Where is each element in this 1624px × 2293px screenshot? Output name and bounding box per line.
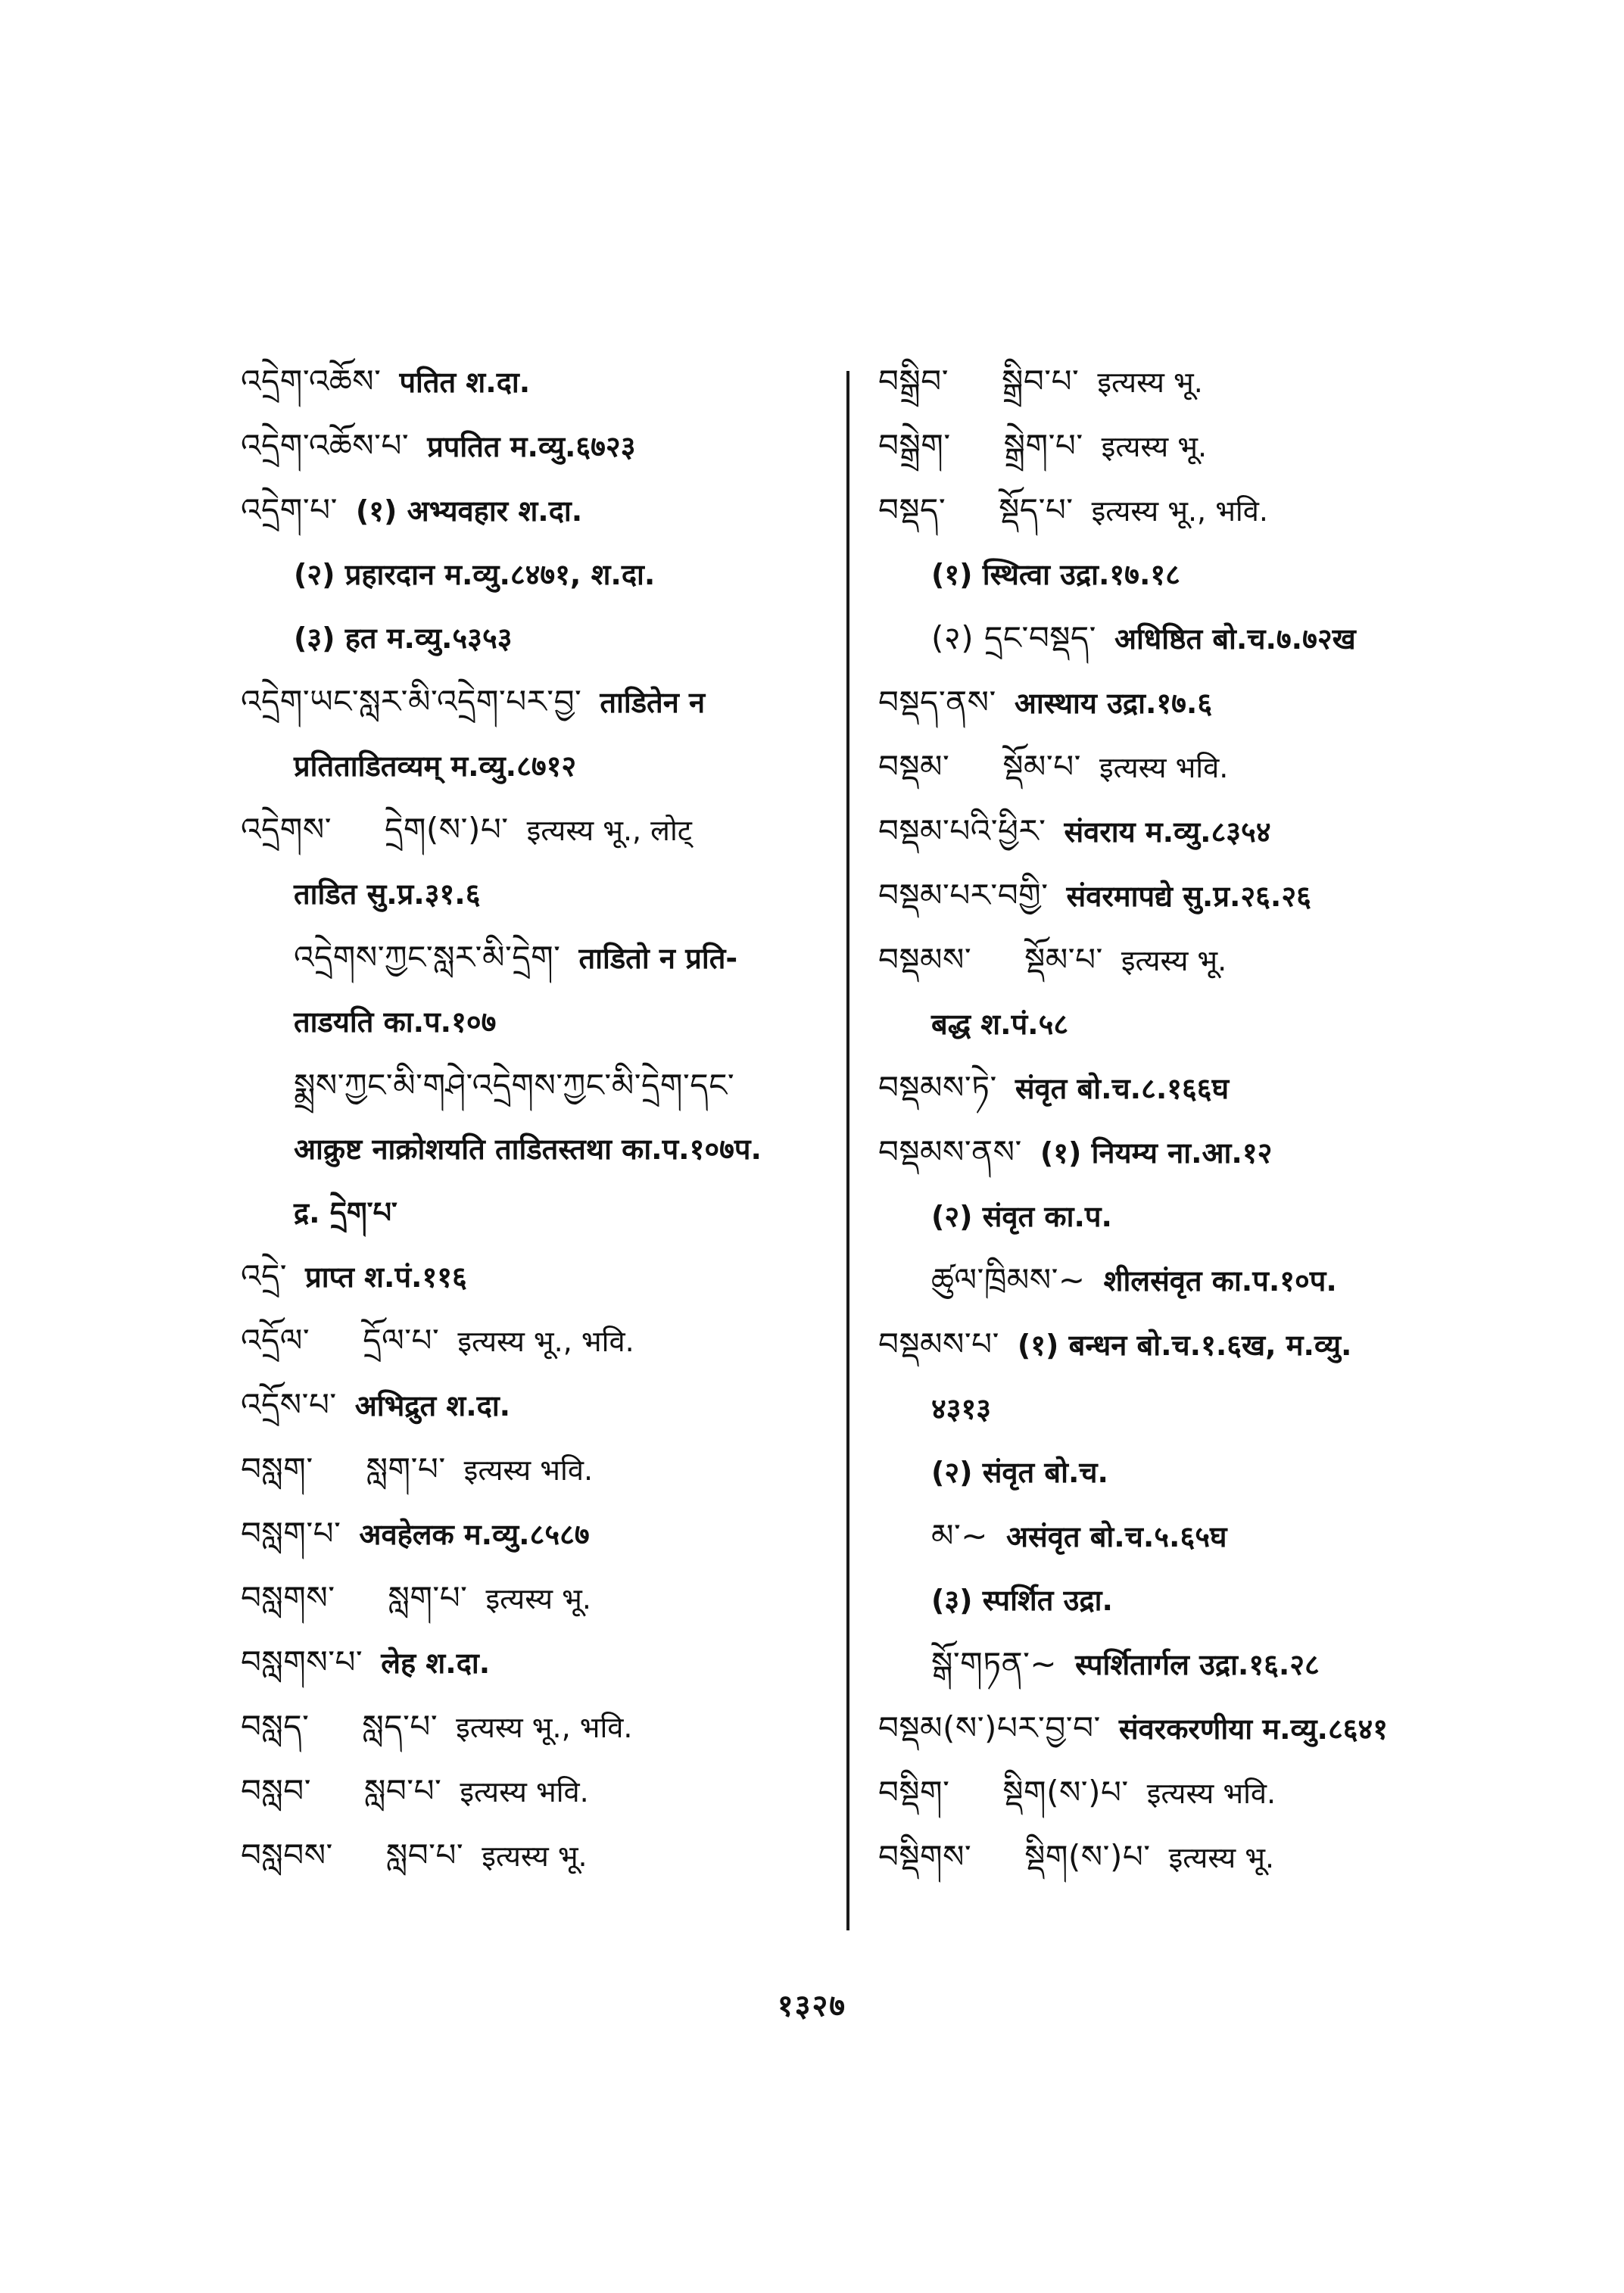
dictionary-entry xyxy=(294,874,839,914)
sanskrit-gloss: इत्यस्य भू. xyxy=(1097,366,1203,399)
tibetan-headword: བསླབ་ xyxy=(241,1772,312,1809)
sanskrit-gloss: इत्यस्य भवि. xyxy=(1146,1777,1276,1810)
dictionary-entry xyxy=(241,426,839,466)
tibetan-headword: བསྒྲེག་ xyxy=(878,427,951,464)
sanskrit-gloss: आस्थाय उद्रा.१७.६ xyxy=(1014,687,1213,720)
sanskrit-gloss: इत्यस्य भवि. xyxy=(1099,751,1229,784)
tibetan-headword: བསྡམ་ xyxy=(878,748,950,785)
tibetan-headword: འདྲེག་འཆོས་པ་ xyxy=(241,427,410,464)
dictionary-entry xyxy=(878,812,1514,852)
sanskrit-gloss: द्र. དྲེག་པ་ xyxy=(294,1196,397,1229)
tibetan-headword: འདྲེག་པ་ xyxy=(241,491,338,528)
tibetan-headword: སྨྲས་ཀྱང་མི་གཤེ་འདྲེགས་ཀྱང་མི་དྲེག་དང་ xyxy=(294,1067,735,1104)
tibetan-root-form: སླག་པ་ xyxy=(388,1579,468,1616)
dictionary-entry xyxy=(878,1773,1514,1813)
tibetan-headword: འདྲེག་ཡང་སླར་མི་འདྲེག་པར་བྱ་ xyxy=(241,683,582,720)
right-column xyxy=(878,362,1514,1902)
tibetan-headword: བསླག་པ་ xyxy=(241,1515,341,1552)
dictionary-entry xyxy=(241,1450,839,1490)
tibetan-headword: བསླགས་ xyxy=(241,1579,335,1616)
dictionary-entry xyxy=(241,810,839,850)
tibetan-headword: བསླག་ xyxy=(241,1450,313,1488)
dictionary-entry xyxy=(878,1325,1514,1365)
dictionary-entry xyxy=(294,1002,839,1042)
sanskrit-gloss: संवराय म.व्यु.८३५४ xyxy=(1064,815,1271,849)
column-divider xyxy=(846,371,849,1930)
sanskrit-gloss: स्पर्शितार्गल उद्रा.१६.२८ xyxy=(1075,1648,1320,1681)
sanskrit-gloss: (१) अभ्यवहार श.दा. xyxy=(355,494,583,528)
dictionary-entry xyxy=(241,491,839,531)
sanskrit-gloss: इत्यस्य भू. xyxy=(485,1582,591,1615)
tibetan-root-form: སྡིག(ས་)པ་ xyxy=(1002,1774,1129,1811)
sanskrit-gloss: ताडितेन न xyxy=(600,686,706,719)
dictionary-entry xyxy=(241,1643,839,1683)
tibetan-headword: བསྡད་ xyxy=(878,491,946,528)
sanskrit-gloss: बद्ध श.पं.५८ xyxy=(931,1008,1069,1041)
tibetan-root-form: སྡོམ་པ་ xyxy=(1024,941,1103,978)
dictionary-entry xyxy=(931,618,1514,659)
sanskrit-gloss: इत्यस्य भू., भवि. xyxy=(456,1711,633,1744)
sanskrit-gloss: पतित श.दा. xyxy=(399,366,531,399)
dictionary-entry xyxy=(878,426,1514,466)
dictionary-entry xyxy=(294,746,839,786)
dictionary-entry xyxy=(878,876,1514,916)
tibetan-headword: བསྒྲིབ་ xyxy=(878,363,949,400)
tibetan-headword: བསྡིག་ xyxy=(878,1774,950,1811)
dictionary-entry xyxy=(241,1321,839,1361)
sanskrit-gloss: ताडितो न प्रति- xyxy=(578,942,738,975)
tibetan-root-form: སླག་པ་ xyxy=(366,1450,446,1488)
tibetan-headword: འདྲེགས་ xyxy=(241,811,332,848)
tibetan-headword: འདྲེ་ xyxy=(241,1257,288,1294)
sanskrit-gloss: अभिद्रुत श.दा. xyxy=(354,1389,511,1422)
tibetan-root-form: སླབ་པ་ xyxy=(364,1772,442,1809)
sanskrit-gloss: इत्यस्य भू., भवि. xyxy=(1091,494,1268,528)
tibetan-headword: བསླད་ xyxy=(241,1708,310,1745)
dictionary-entry xyxy=(931,555,1514,594)
sanskrit-gloss: आक्रुष्ट नाक्रोशयति ताडितस्तथा का.प.१०७प. xyxy=(294,1132,762,1166)
tibetan-root-form: སྡིག(ས་)པ་ xyxy=(1024,1838,1151,1875)
dictionary-entry xyxy=(878,362,1514,402)
dictionary-entry xyxy=(294,1193,839,1232)
page-number: १३२७ xyxy=(777,1989,847,2024)
tibetan-root-form: སྡོམ་པ་ xyxy=(1002,748,1081,785)
dictionary-entry xyxy=(878,491,1514,531)
dictionary-entry xyxy=(931,1453,1514,1492)
dictionary-entry xyxy=(878,1709,1514,1749)
dictionary-entry xyxy=(294,938,839,978)
tibetan-headword: བསླབས་ xyxy=(241,1837,333,1874)
tibetan-root-form: སྒྲིབ་པ་ xyxy=(1002,363,1080,400)
tibetan-headword: བསྡམས་ xyxy=(878,941,972,978)
sanskrit-gloss: लेह श.दा. xyxy=(381,1647,491,1680)
sanskrit-gloss: इत्यस्य भू. xyxy=(1101,430,1208,463)
sanskrit-gloss: इत्यस्य भू., भवि. xyxy=(457,1325,634,1358)
tibetan-headword: བསྡམས་པ་ xyxy=(878,1326,999,1363)
sanskrit-gloss: प्रतिताडितव्यम् म.व्यु.८७१२ xyxy=(294,749,577,783)
sanskrit-gloss: प्रपतित म.व्यु.६७२३ xyxy=(427,430,636,463)
tibetan-headword: བསྡད་ནས་ xyxy=(878,684,996,721)
sanskrit-gloss: ताडयति का.प.१०७ xyxy=(294,1005,497,1039)
tibetan-headword: བསྡིགས་ xyxy=(878,1838,972,1875)
dictionary-entry xyxy=(931,1644,1514,1684)
tibetan-root-form: དྲེག(ས་)པ་ xyxy=(385,811,509,848)
left-column xyxy=(241,362,839,1900)
sanskrit-gloss: इत्यस्य भू., लोट् xyxy=(526,814,692,847)
sanskrit-gloss: इत्यस्य भू. xyxy=(482,1840,588,1873)
sanskrit-gloss: अधिष्ठित बो.च.७.७२ख xyxy=(1114,622,1356,656)
tibetan-headword: བསྡམ་པར་བགྱི་ xyxy=(878,877,1049,914)
dictionary-entry xyxy=(931,1516,1514,1556)
tibetan-headword: མ་~ xyxy=(931,1517,988,1554)
dictionary-entry xyxy=(241,1707,839,1747)
dictionary-entry xyxy=(241,362,839,402)
sanskrit-gloss: इत्यस्य भू. xyxy=(1121,944,1227,977)
tibetan-headword: བསྡམ(ས་)པར་བྱ་བ་ xyxy=(878,1709,1101,1746)
dictionary-entry xyxy=(241,1578,839,1618)
tibetan-headword: འདྲོལ་ xyxy=(241,1322,310,1359)
tibetan-headword: འདྲེག་འཆོས་ xyxy=(241,363,382,400)
dictionary-entry xyxy=(931,1005,1514,1044)
dictionary-entry xyxy=(931,1197,1514,1236)
dictionary-entry xyxy=(294,1066,839,1105)
tibetan-root-form: སླད་པ་ xyxy=(362,1708,438,1745)
sanskrit-gloss: (१) नियम्य ना.आ.१२ xyxy=(1040,1136,1273,1170)
sanskrit-gloss: (२) प्रहारदान म.व्यु.८४७१, श.दा. xyxy=(294,558,656,591)
tibetan-root-form: སྒྲེག་པ་ xyxy=(1003,427,1083,464)
sanskrit-gloss: अवहेलक म.व्यु.८५८७ xyxy=(359,1518,590,1551)
dictionary-entry xyxy=(878,1132,1514,1173)
sanskrit-gloss: (१) बन्धन बो.च.१.६ख, म.व्यु. xyxy=(1017,1329,1352,1362)
tibetan-headword: འདྲེགས་ཀྱང་སླར་མི་དྲེག་ xyxy=(294,939,561,976)
sanskrit-gloss: संवरमापद्ये सु.प्र.२६.२६ xyxy=(1066,880,1311,913)
tibetan-root-form: སྡོད་པ་ xyxy=(999,491,1074,528)
tibetan-headword: སྒོ་གཏན་~ xyxy=(931,1645,1058,1682)
dictionary-entry xyxy=(878,940,1514,980)
sanskrit-gloss: ताडित सु.प्र.३१.६ xyxy=(294,877,481,911)
dictionary-entry xyxy=(931,1389,1514,1428)
dictionary-entry xyxy=(241,1385,839,1425)
sanskrit-gloss: (२) संवृत बो.च. xyxy=(931,1456,1108,1489)
dictionary-entry xyxy=(294,1129,839,1169)
tibetan-headword: བསྡམས་ནས་ xyxy=(878,1133,1022,1170)
sanskrit-gloss: (२) संवृत का.प. xyxy=(931,1200,1112,1233)
dictionary-entry xyxy=(878,747,1514,787)
sanskrit-gloss: इत्यस्य भवि. xyxy=(460,1775,589,1809)
sanskrit-gloss: असंवृत बो.च.५.६५घ xyxy=(1006,1520,1227,1553)
tibetan-headword: བསྡམ་པའི་ཕྱིར་ xyxy=(878,812,1046,849)
tibetan-headword: བསྡམས་ཏེ་ xyxy=(878,1069,997,1106)
tibetan-headword: (२) དྲང་བསྡད་ xyxy=(931,619,1096,656)
sanskrit-gloss: ४३१३ xyxy=(931,1392,992,1425)
dictionary-entry xyxy=(241,1257,839,1297)
tibetan-root-form: དྲོལ་པ་ xyxy=(363,1322,440,1359)
sanskrit-gloss: इत्यस्य भू. xyxy=(1168,1841,1275,1874)
dictionary-entry xyxy=(878,1837,1514,1877)
tibetan-headword: ཚུལ་ཁྲིམས་~ xyxy=(931,1261,1086,1298)
sanskrit-gloss: प्राप्त श.पं.११६ xyxy=(305,1260,467,1294)
tibetan-headword: འདྲོས་པ་ xyxy=(241,1386,337,1423)
dictionary-entry xyxy=(878,683,1514,723)
dictionary-entry xyxy=(931,1581,1514,1620)
dictionary-entry xyxy=(241,1836,839,1876)
dictionary-entry xyxy=(241,1771,839,1812)
sanskrit-gloss: संवरकरणीया म.व्यु.८६४१ xyxy=(1118,1712,1389,1746)
sanskrit-gloss: (३) हत म.व्यु.५३५३ xyxy=(294,622,513,655)
sanskrit-gloss: शीलसंवृत का.प.१०प. xyxy=(1103,1264,1337,1298)
tibetan-headword: བསླགས་པ་ xyxy=(241,1643,363,1681)
dictionary-entry xyxy=(241,1514,839,1554)
sanskrit-gloss: इत्यस्य भवि. xyxy=(463,1453,594,1487)
dictionary-entry xyxy=(931,1260,1514,1301)
sanskrit-gloss: (३) स्पर्शित उद्रा. xyxy=(931,1584,1113,1617)
tibetan-root-form: སླབ་པ་ xyxy=(385,1837,464,1874)
dictionary-entry xyxy=(294,555,839,594)
dictionary-entry xyxy=(241,682,839,722)
sanskrit-gloss: संवृत बो.च.८.१६६घ xyxy=(1015,1072,1230,1105)
dictionary-entry xyxy=(878,1068,1514,1108)
dictionary-entry xyxy=(294,618,839,658)
sanskrit-gloss: (१) स्थित्वा उद्रा.१७.१८ xyxy=(931,558,1180,591)
